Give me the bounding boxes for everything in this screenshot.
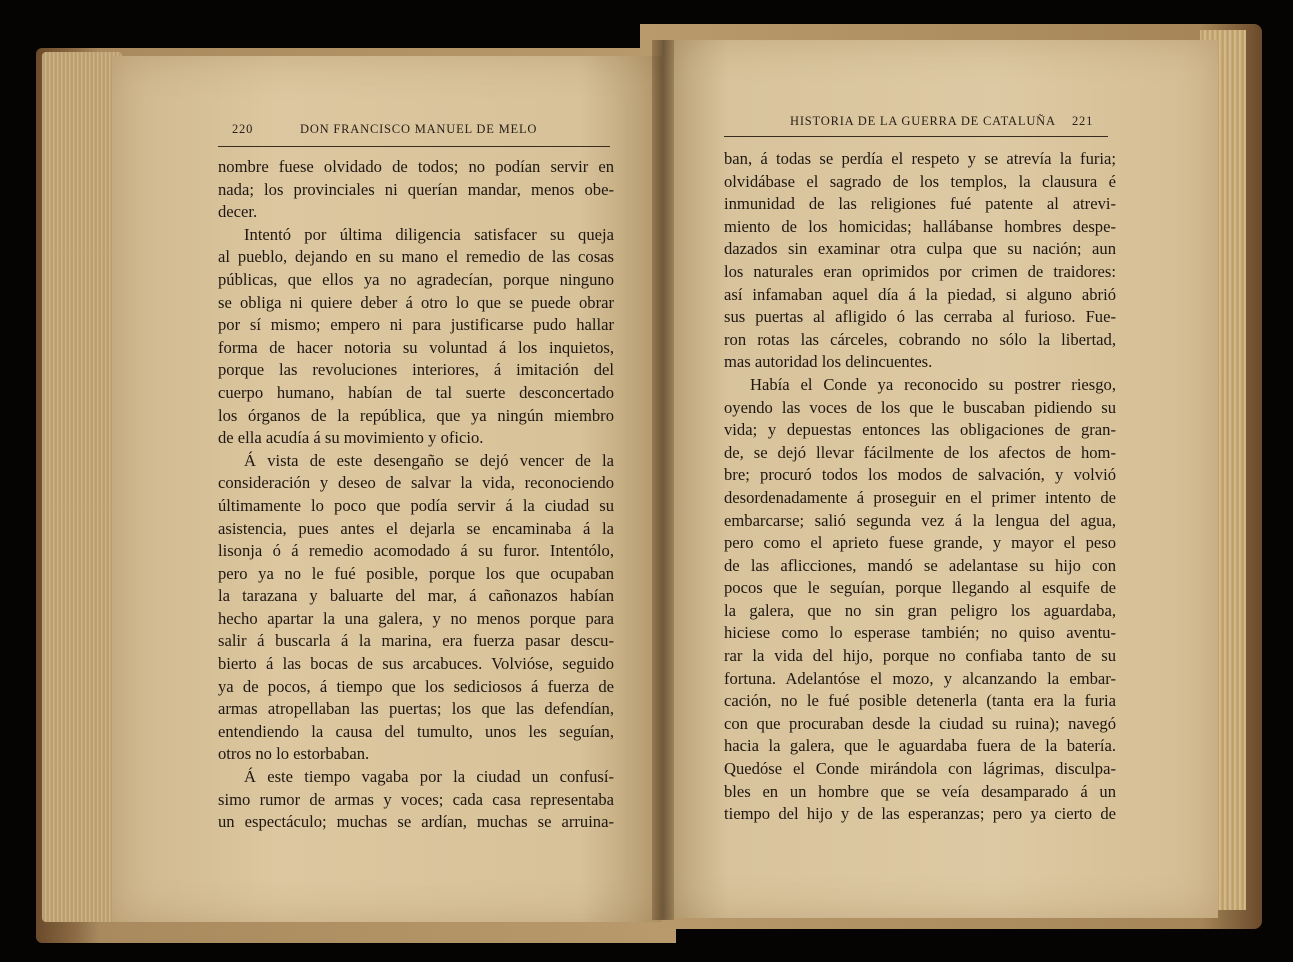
text-line: bre; procuró todos los modos de salvación, y volvió	[724, 465, 1116, 485]
text-line: Á vista de este desengaño se dejó vencer de la	[244, 450, 614, 470]
page-edges-left	[42, 52, 122, 922]
right-header-rule	[724, 136, 1108, 137]
text-line: de las aflicciones, mandó se adelantase su hijo con	[724, 555, 1116, 575]
text-line: bles en un hombre que se veía desamparado á un	[724, 781, 1116, 801]
text-line: pero ya no le fué posible, porque los que ocupaban	[218, 563, 614, 583]
text-line: tiempo del hijo y de las esperanzas; pero ya cierto de	[724, 804, 1116, 824]
text-line: cuerpo humano, habían de tal suerte desconcertado	[218, 382, 614, 402]
text-line: olvidábase el sagrado de los templos, la clausura é	[724, 171, 1116, 191]
text-line: nada; los provinciales ni querían mandar, menos obe-	[218, 179, 614, 199]
text-line: miento de los homicidas; hallábanse hombres despe-	[724, 216, 1116, 236]
text-line: otros no lo estorbaban.	[218, 744, 370, 764]
text-line: ron rotas las cárceles, cobrando no sólo la libertad,	[724, 329, 1116, 349]
text-line: porque las revoluciones interiores, á imitación del	[218, 360, 614, 380]
text-line: al pueblo, dejando en su mano el remedio de las cosas	[218, 247, 614, 267]
text-line: ban, á todas se perdía el respeto y se atrevía la furia;	[724, 149, 1116, 168]
text-line: ya de pocos, á tiempo que los sediciosos á fuerza de	[218, 676, 614, 696]
text-line: consideración y deseo de salvar la vida, reconociendo	[218, 473, 614, 493]
text-line: pocos que le seguían, porque llegando al esquife de	[724, 578, 1116, 598]
text-line: públicas, que ellos ya no agradecían, porque ninguno	[218, 269, 614, 289]
text-line: de ella acudía á su movimiento y oficio.	[218, 428, 484, 448]
text-line: últimamente lo poco que podía servir á la ciudad su	[218, 495, 614, 515]
text-line: pero como el aprieto fuese grande, y mayor el peso	[724, 533, 1116, 553]
text-line: asistencia, pues antes el dejarla se encaminaba á la	[218, 518, 614, 538]
text-line: rar la vida del hijo, porque no confiaba tanto de su	[724, 646, 1116, 666]
text-line: oyendo las voces de los que le buscaban pidiendo su	[724, 397, 1116, 417]
text-line: dazados sin examinar otra culpa que su nación; aun	[724, 239, 1116, 259]
text-line: armas atropellaban las puertas; los que las defendían,	[218, 699, 614, 719]
text-line: fortuna. Adelantóse el mozo, y alcanzando la embar-	[724, 668, 1116, 688]
text-line: vida; y depuestas entonces las obligaciones de gran-	[724, 420, 1116, 440]
text-line: lisonja ó á remedio acomodado á su furor. Intentólo,	[218, 541, 614, 561]
text-line: embarcarse; salió segunda vez á la lengua del agua,	[724, 510, 1116, 530]
right-running-head: HISTORIA DE LA GUERRA DE CATALUÑA	[790, 114, 1056, 128]
text-line: Intentó por última diligencia satisfacer su queja	[244, 224, 614, 244]
text-line: de, se dejó llevar fácilmente de los afectos de hom-	[724, 442, 1116, 462]
book-gutter	[652, 40, 674, 920]
text-line: por sí mismo; empero ni para justificarse pudo hallar	[218, 315, 614, 335]
right-page-number: 221	[1072, 114, 1094, 128]
text-line: salir á buscarla á la marina, era fuerza pasar descu-	[218, 631, 614, 651]
text-line: nombre fuese olvidado de todos; no podían servir en	[218, 157, 614, 176]
text-line: los naturales eran oprimidos por crimen de traidores:	[724, 261, 1116, 281]
text-line: bierto á las bocas de sus arcabuces. Volvióse, seguido	[218, 654, 614, 674]
text-line: desordenadamente á proseguir en el primer intento de	[724, 487, 1116, 507]
text-line: con que procuraban desde la ciudad su ruina); navegó	[724, 713, 1116, 733]
text-line: se obliga ni quiere deber á otro lo que se puede obrar	[218, 292, 614, 312]
left-running-head: DON FRANCISCO MANUEL DE MELO	[300, 122, 538, 136]
text-line: forma de hacer notoria su voluntad á los inquietos,	[218, 337, 614, 357]
right-page-body	[724, 148, 1116, 826]
text-line: cación, no le fué posible detenerla (tanta era la furia	[724, 691, 1116, 711]
text-line: los órganos de la república, que ya ningún miembro	[218, 405, 614, 425]
text-line: decer.	[218, 202, 258, 222]
text-line: inmunidad de las religiones fué patente al atrevi-	[724, 194, 1116, 214]
text-line: hacia la galera, que le aguardaba fuera de la batería.	[724, 736, 1116, 756]
text-line: hiciese como lo esperase también; no quiso aventu-	[724, 623, 1116, 643]
text-line: simo rumor de armas y voces; cada casa representaba	[218, 789, 614, 809]
left-header-rule	[218, 146, 610, 147]
text-line: así infamaban aquel día á la piedad, si alguno abrió	[724, 284, 1116, 304]
text-line: la galera, que no sin gran peligro los aguardaba,	[724, 600, 1116, 620]
text-line: la tarazana y baluarte del mar, á cañonazos habían	[218, 586, 614, 606]
text-line: mas autoridad los delincuentes.	[724, 352, 933, 372]
text-line: Á este tiempo vagaba por la ciudad un confusí-	[244, 767, 614, 787]
text-line: entendiendo la causa del tumulto, unos les seguían,	[218, 721, 614, 741]
text-line: Quedóse el Conde mirándola con lágrimas, disculpa-	[724, 759, 1116, 779]
text-line: sus puertas al afligido ó las cerraba al furioso. Fue-	[724, 307, 1116, 327]
text-line: hecho apartar la una galera, y no menos porque para	[218, 608, 614, 628]
text-line: Había el Conde ya reconocido su postrer riesgo,	[750, 374, 1116, 394]
left-page-body	[218, 156, 614, 834]
left-page-number: 220	[232, 122, 254, 136]
text-line: un espectáculo; muchas se ardían, muchas se arruina-	[218, 812, 614, 832]
